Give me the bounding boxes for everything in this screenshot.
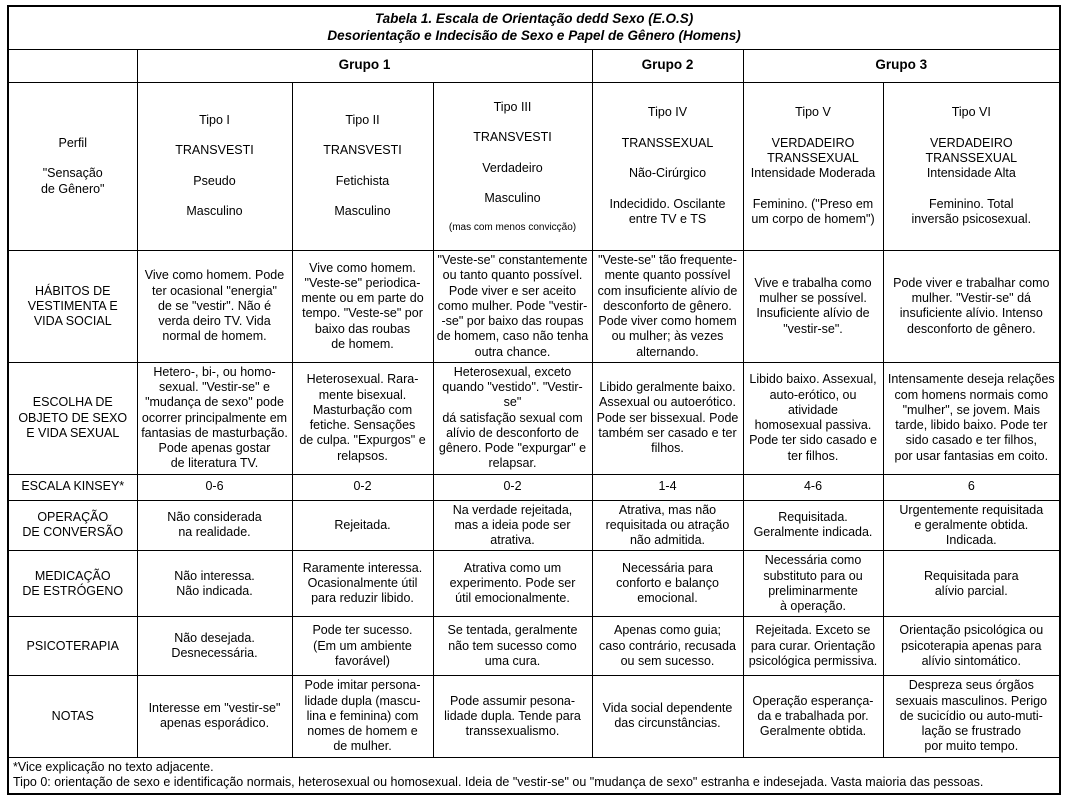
- cell-escolha-tipo-6: Intensamente deseja relações com homens normais como "mulher", se jovem. Mais tarde, libido baixo. Pode ter sido casado e ter filhos, por usar fantasias em coito.: [883, 362, 1060, 474]
- cell-habitos-tipo-4: "Veste-se" tão frequente- mente quanto possível com insuficiente alívio de desconforto de gênero. Pode viver como homem ou mulher; às vezes alternando.: [592, 251, 743, 363]
- cell-perfil-tipo-2: Tipo II TRANSVESTI Fetichista Masculino: [292, 82, 433, 251]
- cell-notas-tipo-6: Despreza seus órgãos sexuais masculinos. Perigo de sucicídio ou auto-muti- lação se frustrado por muito tempo.: [883, 676, 1060, 757]
- row-notas: [8, 676, 1060, 757]
- row-label-notas: NOTAS: [8, 676, 137, 757]
- cell-psicoterapia-tipo-3: Se tentada, geralmente não tem sucesso como uma cura.: [433, 617, 592, 676]
- cell-kinsey-tipo-4: 1-4: [592, 474, 743, 500]
- row-kinsey: [8, 474, 1060, 500]
- group-header-row: [8, 49, 1060, 82]
- cell-kinsey-tipo-3: 0-2: [433, 474, 592, 500]
- cell-operacao-tipo-2: Rejeitada.: [292, 500, 433, 551]
- cell-psicoterapia-tipo-1: Não desejada. Desnecessária.: [137, 617, 292, 676]
- row-label-habitos: HÁBITOS DE VESTIMENTA E VIDA SOCIAL: [8, 251, 137, 363]
- perfil-tipo-3-note: (mas com menos convicção): [448, 221, 577, 233]
- cell-operacao-tipo-4: Atrativa, mas não requisitada ou atração não admitida.: [592, 500, 743, 551]
- group-1-header: Grupo 1: [137, 49, 592, 82]
- cell-psicoterapia-tipo-4: Apenas como guia; caso contrário, recusada ou sem sucesso.: [592, 617, 743, 676]
- cell-notas-tipo-2: Pode imitar persona- lidade dupla (mascu- lina e feminina) com nomes de homem e de mulher.: [292, 676, 433, 757]
- cell-notas-tipo-3: Pode assumir pesona- lidade dupla. Tende para transsexualismo.: [433, 676, 592, 757]
- cell-medicacao-tipo-3: Atrativa como um experimento. Pode ser útil emocionalmente.: [433, 551, 592, 617]
- footnote-row: [8, 757, 1060, 794]
- cell-perfil-tipo-3: [433, 82, 592, 251]
- cell-notas-tipo-1: Interesse em "vestir-se" apenas esporádico.: [137, 676, 292, 757]
- group-2-header: Grupo 2: [592, 49, 743, 82]
- row-label-escolha: ESCOLHA DE OBJETO DE SEXO E VIDA SEXUAL: [8, 362, 137, 474]
- row-label-operacao: OPERAÇÃO DE CONVERSÃO: [8, 500, 137, 551]
- title-row: [8, 6, 1060, 49]
- cell-escolha-tipo-2: Heterosexual. Rara- mente bisexual. Masturbação com fetiche. Sensações de culpa. "Expurgos" e relapsos.: [292, 362, 433, 474]
- cell-operacao-tipo-6: Urgentemente requisitada e geralmente obtida. Indicada.: [883, 500, 1060, 551]
- cell-escolha-tipo-3: Heterosexual, exceto quando "vestido". "Vestir-se" dá satisfação sexual com alívio de desconforto de gênero. Pode "expurgar" e relapsar.: [433, 362, 592, 474]
- cell-psicoterapia-tipo-6: Orientação psicológica ou psicoterapia apenas para alívio sintomático.: [883, 617, 1060, 676]
- eos-table: [7, 5, 1061, 795]
- cell-perfil-tipo-5: Tipo V VERDADEIRO TRANSSEXUAL Intensidade Moderada Feminino. ("Preso em um corpo de homem"): [743, 82, 883, 251]
- row-operacao: [8, 500, 1060, 551]
- cell-medicacao-tipo-2: Raramente interessa. Ocasionalmente útil para reduzir libido.: [292, 551, 433, 617]
- row-habitos: [8, 251, 1060, 363]
- cell-habitos-tipo-1: Vive como homem. Pode ter ocasional "energia" de se "vestir". Não é verda deiro TV. Vida normal de homem.: [137, 251, 292, 363]
- row-label-perfil: Perfil "Sensação de Gênero": [8, 82, 137, 251]
- cell-escolha-tipo-5: Libido baixo. Assexual, auto-erótico, ou atividade homosexual passiva. Pode ter sido casado e ter filhos.: [743, 362, 883, 474]
- cell-operacao-tipo-5: Requisitada. Geralmente indicada.: [743, 500, 883, 551]
- footnote-1: *Vice explicação no texto adjacente.: [13, 759, 214, 774]
- row-escolha: [8, 362, 1060, 474]
- cell-perfil-tipo-1: Tipo I TRANSVESTI Pseudo Masculino: [137, 82, 292, 251]
- perfil-tipo-3-text: Tipo III TRANSVESTI Verdadeiro Masculino: [473, 99, 552, 206]
- cell-kinsey-tipo-6: 6: [883, 474, 1060, 500]
- footnotes: [8, 757, 1060, 794]
- cell-notas-tipo-5: Operação esperança- da e trabalhada por. Geralmente obtida.: [743, 676, 883, 757]
- cell-kinsey-tipo-5: 4-6: [743, 474, 883, 500]
- row-label-kinsey: ESCALA KINSEY*: [8, 474, 137, 500]
- cell-habitos-tipo-2: Vive como homem. "Veste-se" periodica- mente ou em parte do tempo. "Veste-se" por baixo das roubas de homem.: [292, 251, 433, 363]
- cell-perfil-tipo-6: Tipo VI VERDADEIRO TRANSSEXUAL Intensidade Alta Feminino. Total inversão psicosexual.: [883, 82, 1060, 251]
- cell-psicoterapia-tipo-2: Pode ter sucesso. (Em um ambiente favorável): [292, 617, 433, 676]
- cell-perfil-tipo-4: Tipo IV TRANSSEXUAL Não-Cirúrgico Indecidido. Oscilante entre TV e TS: [592, 82, 743, 251]
- cell-escolha-tipo-4: Libido geralmente baixo. Assexual ou autoerótico. Pode ser bissexual. Pode também ser casado e ter filhos.: [592, 362, 743, 474]
- cell-medicacao-tipo-5: Necessária como substituto para ou preliminarmente à operação.: [743, 551, 883, 617]
- footnote-2: Tipo 0: orientação de sexo e identificação normais, heterosexual ou homosexual. Ideia de "vestir-se" ou "mudança de sexo" estranha e indesejada. Vasta maioria das pessoas.: [13, 775, 984, 790]
- table-title-line2: Desorientação e Indecisão de Sexo e Papel de Gênero (Homens): [327, 27, 741, 43]
- table-title-line1: Tabela 1. Escala de Orientação dedd Sexo (E.O.S): [374, 11, 694, 27]
- cell-habitos-tipo-6: Pode viver e trabalhar como mulher. "Vestir-se" dá insuficiente alívio. Intenso desconforto de gênero.: [883, 251, 1060, 363]
- cell-kinsey-tipo-1: 0-6: [137, 474, 292, 500]
- cell-habitos-tipo-5: Vive e trabalha como mulher se possível. Insuficiente alívio de "vestir-se".: [743, 251, 883, 363]
- cell-notas-tipo-4: Vida social dependente das circunstâncias.: [592, 676, 743, 757]
- cell-medicacao-tipo-4: Necessária para conforto e balanço emocional.: [592, 551, 743, 617]
- cell-psicoterapia-tipo-5: Rejeitada. Exceto se para curar. Orientação psicológica permissiva.: [743, 617, 883, 676]
- table-title: [8, 6, 1060, 49]
- row-perfil: [8, 82, 1060, 251]
- cell-habitos-tipo-3: "Veste-se" constantemente ou tanto quanto possível. Pode viver e ser aceito como mulher. Pode "vestir- -se" por baixo das roupas de homem, caso não tenha outra chance.: [433, 251, 592, 363]
- cell-operacao-tipo-3: Na verdade rejeitada, mas a ideia pode ser atrativa.: [433, 500, 592, 551]
- row-label-psicoterapia: PSICOTERAPIA: [8, 617, 137, 676]
- row-label-medicacao: MEDICAÇÃO DE ESTRÓGENO: [8, 551, 137, 617]
- row-psicoterapia: [8, 617, 1060, 676]
- row-medicacao: [8, 551, 1060, 617]
- cell-operacao-tipo-1: Não considerada na realidade.: [137, 500, 292, 551]
- cell-kinsey-tipo-2: 0-2: [292, 474, 433, 500]
- cell-medicacao-tipo-1: Não interessa. Não indicada.: [137, 551, 292, 617]
- corner-cell: [8, 49, 137, 82]
- cell-medicacao-tipo-6: Requisitada para alívio parcial.: [883, 551, 1060, 617]
- cell-escolha-tipo-1: Hetero-, bi-, ou homo- sexual. "Vestir-se" e "mudança de sexo" pode ocorrer principalmente em fantasias de masturbação. Pode apenas gostar de literatura TV.: [137, 362, 292, 474]
- group-3-header: Grupo 3: [743, 49, 1060, 82]
